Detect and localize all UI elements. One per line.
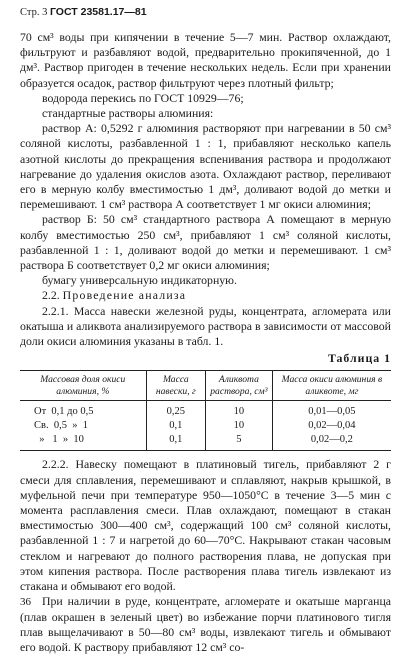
cell-mass: 0,1: [146, 433, 205, 451]
running-header: [20, 6, 147, 18]
table-row: [20, 419, 391, 433]
header-alumina-fraction: Массовая доля окиси алюминия, %: [20, 371, 146, 401]
paragraph-manganese: При наличии в руде, концентрате, агломерате и окатыше марганца (плав окрашен в зеленый цвет) во избежание порчи платинового тигля плав выщелачивают в 50—80 см³ воды, извлекают тигель и обмывают его водой. К раствору прибавляют 12 см³ со-: [20, 594, 391, 654]
section-title: Проведение анализа: [62, 288, 187, 303]
section-heading: [20, 288, 391, 303]
cell-aliquot: 10: [205, 401, 272, 420]
cell-mass: 0,25: [146, 401, 205, 420]
cell-range: » 1 » 10: [20, 433, 146, 451]
paragraph-2-2-1: 2.2.1. Масса навески железной руды, концентрата, агломерата или окатыша и аликвота анализируемого раствора в зависимости от массовой доли окиси алюминия указаны в табл. 1.: [20, 303, 391, 349]
page-number: 36: [20, 596, 31, 608]
table-header-row: [20, 371, 391, 401]
table-caption: Таблица 1: [327, 351, 391, 366]
cell-aliquot: 5: [205, 433, 272, 451]
paragraph-hydrogen-peroxide: водорода перекись по ГОСТ 10929—76;: [42, 90, 244, 105]
paragraph-water-note: 70 см³ воды при кипячении в течение 5—7 мин. Раствор охлаждают, фильтруют и разбавляют водой, предварительно прокипяченной, до 1 дм³. Раствор пригоден в течение нескольких недель. Если при хранении образуется осадок, раствор фильтруют через плотный фильтр;: [20, 30, 391, 90]
paragraph-standard-solutions: стандартные растворы алюминия:: [42, 106, 214, 121]
paragraph-solution-a: раствор А: 0,5292 г алюминия растворяют при нагревании в 50 см³ соляной кислоты, разбавленной 1 : 1, прибавляют несколько капель азотной кислоты до прекращения вспенивания раствора и продолжают нагревание до удаления окислов азота. Охлаждают раствор, переливают его в мерную колбу вместимостью 1 дм³, доливают водой до метки и перемешивают. 1 см³ раствора А соответствует 1 мг окиси алюминия;: [20, 121, 391, 212]
table-row: [20, 433, 391, 451]
header-aliquot: Аликвота раствора, см³: [205, 371, 272, 401]
cell-alumina: 0,02—0,04: [272, 419, 391, 433]
cell-range: От 0,1 до 0,5: [34, 406, 94, 418]
header-sample-mass: Масса навески, г: [146, 371, 205, 401]
header-alumina-mass: Масса окиси алюминия в аликвоте, мг: [272, 371, 391, 401]
table-1: [20, 370, 391, 451]
paragraph-2-2-2: 2.2.2. Навеску помещают в платиновый тигель, прибавляют 2 г смеси для сплавления, перемешивают и сплавляют, накрыв крышкой, в муфельной печи при температуре 950—1050°С в течение 3—5 мин с момента расплавления смеси. Плав охлаждают, помещают в стакан вместимостью 300—400 см³, содержащий 100 см³ соляной кислоты, разбавленной 1 : 7 и нагретой до 60—70°С. Накрывают стакан часовым стеклом и нагревают до полного растворения плава, не допуская при этом кипения раствора. После растворения плава тигель извлекают из стакана и обмывают его водой.: [20, 457, 391, 594]
standard-designation: ГОСТ 23581.17—81: [49, 6, 147, 18]
paragraph-indicator-paper: бумагу универсальную индикаторную.: [42, 273, 237, 288]
cell-alumina: 0,01—0,05: [272, 401, 391, 420]
cell-alumina: 0,02—0,2: [272, 433, 391, 451]
cell-aliquot: 10: [205, 419, 272, 433]
page-label: Стр. 3: [20, 7, 48, 18]
table-row: [20, 401, 391, 420]
document-body: [20, 30, 391, 655]
cell-range: Св. 0,5 » 1: [34, 420, 88, 432]
cell-mass: 0,1: [146, 419, 205, 433]
section-number: 2.2.: [42, 288, 60, 303]
paragraph-solution-b: раствор Б: 50 см³ стандартного раствора А помещают в мерную колбу вместимостью 250 см³, прибавляют 1 см³ соляной кислоты, разбавленной 1 : 1, доливают водой до метки и перемешивают. 1 см³ раствора Б соответствует 0,2 мг окиси алюминия;: [20, 212, 391, 273]
